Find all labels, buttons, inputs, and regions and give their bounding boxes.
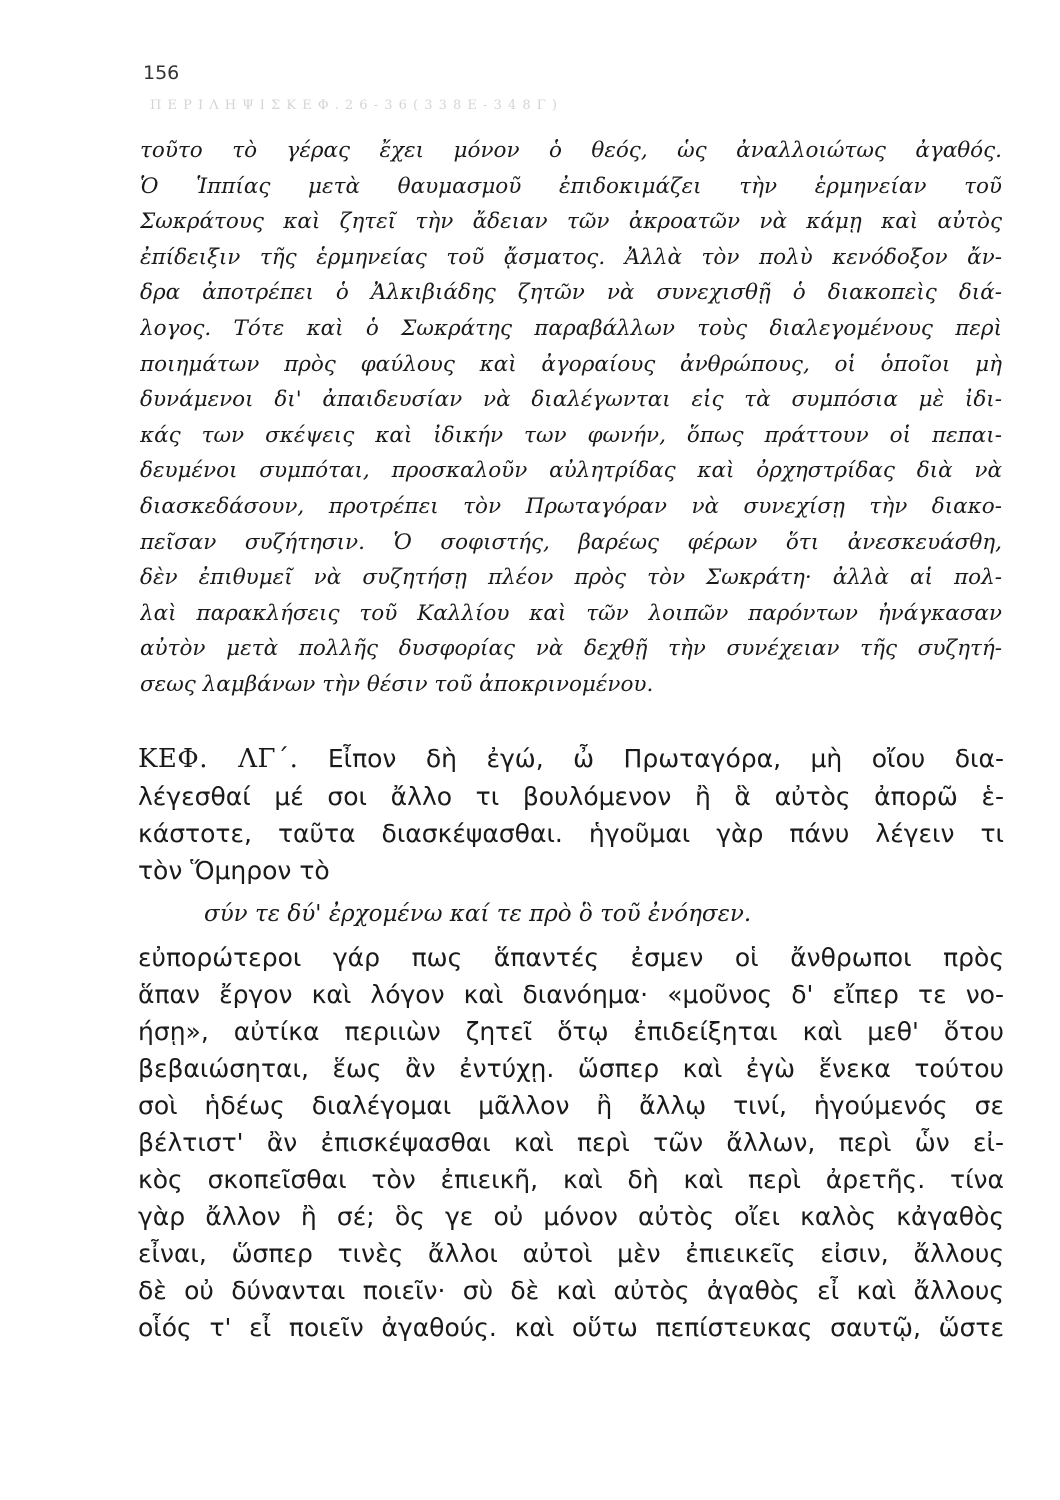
text-line: εἶναι, ὥσπερ τινὲς ἄλλοι αὐτοὶ μὲν ἐπιεικεῖς εἰσιν, ἄλλους: [138, 1239, 1004, 1268]
commentary-line: δὲν ἐπιθυμεῖ νὰ συζητήσῃ πλέον πρὸς τὸν Σωκράτη· ἀλλὰ αἱ πολ-: [140, 565, 1002, 591]
text-line: ήσῃ», αὐτίκα περιιὼν ζητεῖ ὅτῳ ἐπιδείξηται καὶ μεθ' ὅτου: [138, 1017, 1004, 1046]
commentary-block: [140, 133, 1002, 703]
commentary-line: σεως λαμβάνων τὴν θέσιν τοῦ ἀποκρινομένου.: [140, 671, 654, 697]
page-number: 156: [143, 62, 180, 84]
chapter-opening-text: Εἶπον δὴ ἐγώ, ὦ Πρωταγόρα, μὴ οἴου δια-: [327, 744, 1004, 773]
commentary-line: λαὶ παρακλήσεις τοῦ Καλλίου καὶ τῶν λοιπῶν παρόντων ἠνάγκασαν: [140, 600, 1002, 626]
text-line: τὸν Ὅμηρον τὸ: [138, 856, 330, 885]
text-line: οἷός τ' εἶ ποιεῖν ἀγαθούς. καὶ οὕτω πεπίστευκας σαυτῷ, ὥστε: [138, 1313, 1004, 1342]
text-line: κὸς σκοπεῖσθαι τὸν ἐπιεικῆ, καὶ δὴ καὶ περὶ ἀρετῆς. τίνα: [138, 1165, 1004, 1194]
commentary-line: ἐπίδειξιν τῆς ἑρμηνείας τοῦ ᾄσματος. Ἀλλὰ τὸν πολὺ κενόδοξον ἄν-: [140, 244, 1002, 270]
commentary-line: κάς των σκέψεις καὶ ἰδικήν των φωνήν, ὅπως πράττουν οἱ πεπαι-: [140, 422, 1002, 448]
show-through-background: Π Ε Ρ Ι Λ Η Ψ Ι Σ Κ Ε Φ . 2 6 - 3 6 ( 3 3 8 Ε - 3 4 8 Γ ): [150, 98, 559, 113]
commentary-line: ποιημάτων πρὸς φαύλους καὶ ἀγοραίους ἀνθρώπους, οἱ ὁποῖοι μὴ: [140, 351, 1002, 377]
commentary-line: πεῖσαν συζήτησιν. Ὁ σοφιστής, βαρέως φέρων ὅτι ἀνεσκευάσθη,: [140, 529, 1002, 555]
chapter-heading: ΚΕΦ. ΛΓ΄.: [138, 744, 299, 774]
text-line: βεβαιώσηται, ἕως ἂν ἐντύχῃ. ὥσπερ καὶ ἐγὼ ἕνεκα τούτου: [138, 1054, 1004, 1083]
text-line: γὰρ ἄλλον ἢ σέ; ὃς γε οὐ μόνον αὐτὸς οἴει καλὸς κἀγαθὸς: [138, 1202, 1004, 1231]
commentary-line: Σωκράτους καὶ ζητεῖ τὴν ἄδειαν τῶν ἀκροατῶν νὰ κάμῃ καὶ αὐτὸς: [140, 209, 1002, 235]
commentary-line: δευμένοι συμπόται, προσκαλοῦν αὐλητρίδας καὶ ὀρχηστρίδας διὰ νὰ: [140, 458, 1002, 484]
text-line: λέγεσθαί μέ σοι ἄλλο τι βουλόμενον ἢ ἃ αὐτὸς ἀπορῶ ἑ-: [138, 782, 1004, 811]
commentary-line: λογος. Τότε καὶ ὁ Σωκράτης παραβάλλων τοὺς διαλεγομένους περὶ: [140, 315, 1002, 341]
text-line: σοὶ ἡδέως διαλέγομαι μᾶλλον ἢ ἄλλῳ τινί, ἡγούμενός σε: [138, 1091, 1004, 1120]
text-line: δὲ οὐ δύνανται ποιεῖν· σὺ δὲ καὶ αὐτὸς ἀγαθὸς εἶ καὶ ἄλλους: [138, 1276, 1004, 1305]
text-line: βέλτιστ' ἂν ἐπισκέψασθαι καὶ περὶ τῶν ἄλλων, περὶ ὧν εἰ-: [138, 1128, 1004, 1157]
text-line: ἅπαν ἔργον καὶ λόγον καὶ διανόημα· «μοῦνος δ' εἴπερ τε νο-: [138, 980, 1004, 1009]
commentary-line: διασκεδάσουν, προτρέπει τὸν Πρωταγόραν νὰ συνεχίσῃ τὴν διακο-: [140, 493, 1002, 519]
homer-quote: σύν τε δύ' ἐρχομένω καί τε πρὸ ὃ τοῦ ἐνόησεν.: [204, 901, 752, 927]
commentary-line: τοῦτο τὸ γέρας ἔχει μόνον ὁ θεός, ὡς ἀναλλοιώτως ἀγαθός.: [140, 138, 1002, 163]
commentary-line: Ὁ Ἱππίας μετὰ θαυμασμοῦ ἐπιδοκιμάζει τὴν ἑρμηνείαν τοῦ: [140, 173, 1002, 199]
greek-text-block: [138, 740, 1004, 1346]
text-line: εὐπορώτεροι γάρ πως ἅπαντές ἐσμεν οἱ ἄνθρωποι πρὸς: [138, 943, 1004, 972]
commentary-line: δρα ἀποτρέπει ὁ Ἀλκιβιάδης ζητῶν νὰ συνεχισθῇ ὁ διακοπεὶς διά-: [140, 280, 1002, 306]
chapter-first-line: [138, 740, 1004, 778]
commentary-line: αὐτὸν μετὰ πολλῆς δυσφορίας νὰ δεχθῇ τὴν συνέχειαν τῆς συζητή-: [140, 636, 1002, 662]
commentary-line: δυνάμενοι δι' ἀπαιδευσίαν νὰ διαλέγωνται εἰς τὰ συμπόσια μὲ ἰδι-: [140, 387, 1002, 413]
text-line: κάστοτε, ταῦτα διασκέψασθαι. ἡγοῦμαι γὰρ πάνυ λέγειν τι: [138, 819, 1004, 848]
